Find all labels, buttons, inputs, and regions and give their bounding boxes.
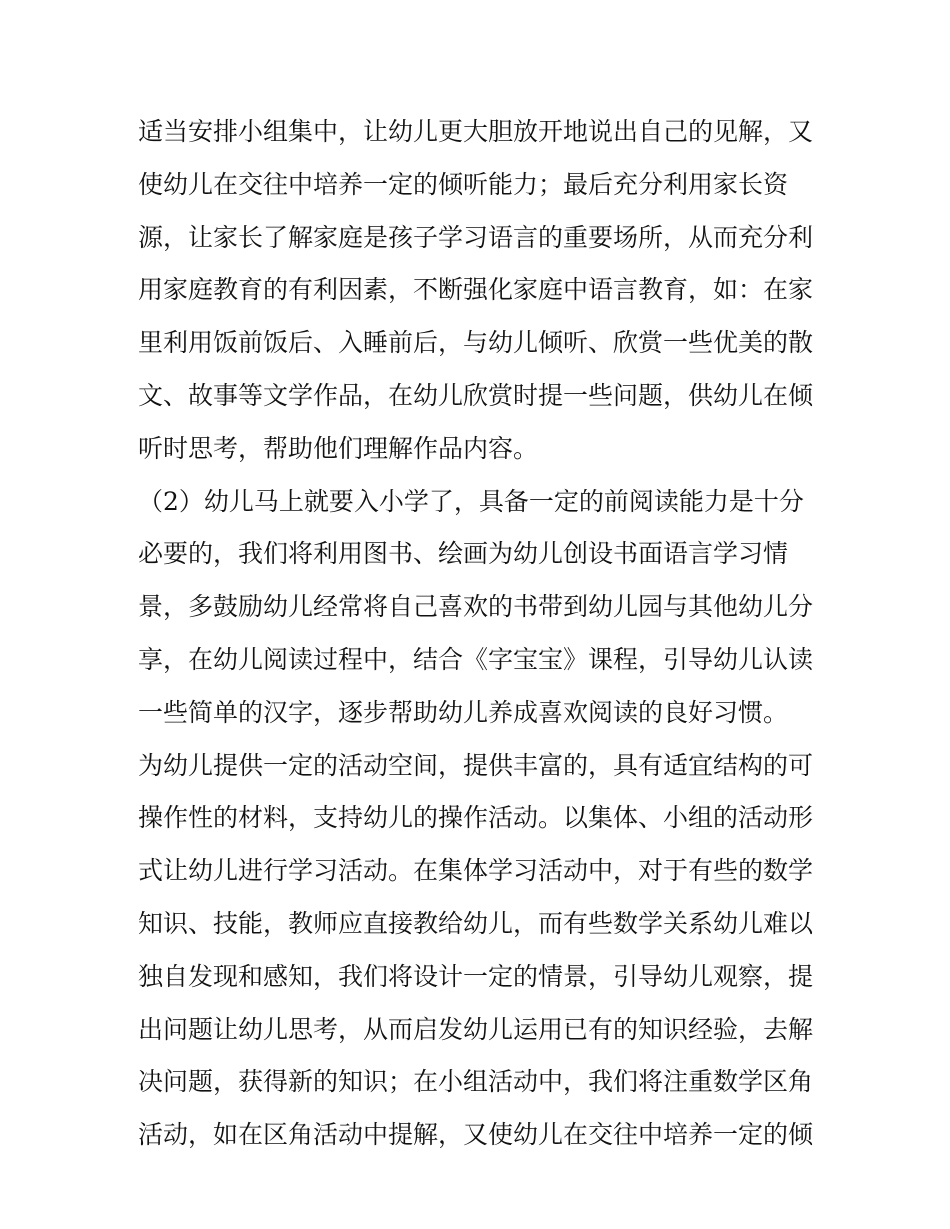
text-line: （2）幼儿马上就要入小学了，具备一定的前阅读能力是十分 bbox=[138, 486, 804, 516]
text-line: 景，多鼓励幼儿经常将自己喜欢的书带到幼儿园与其他幼儿分 bbox=[138, 592, 814, 622]
text-line: 活动，如在区角活动中提解，又使幼儿在交往中培养一定的倾 bbox=[138, 1120, 814, 1150]
text-line: 式让幼儿进行学习活动。在集体学习活动中，对于有些的数学 bbox=[138, 856, 814, 886]
text-line: 源，让家长了解家庭是孩子学习语言的重要场所，从而充分利 bbox=[138, 222, 814, 252]
text-line: 用家庭教育的有利因素，不断强化家庭中语言教育，如：在家 bbox=[138, 275, 814, 305]
text-line: 一些简单的汉字，逐步帮助幼儿养成喜欢阅读的良好习惯。 bbox=[138, 697, 789, 727]
text-line: 必要的，我们将利用图书、绘画为幼儿创设书面语言学习情 bbox=[138, 539, 789, 569]
text-line: 知识、技能，教师应直接教给幼儿，而有些数学关系幼儿难以 bbox=[138, 908, 814, 938]
text-line: 使幼儿在交往中培养一定的倾听能力；最后充分利用家长资 bbox=[138, 169, 789, 199]
body-text bbox=[138, 106, 818, 1162]
text-line: 出问题让幼儿思考，从而启发幼儿运用已有的知识经验，去解 bbox=[138, 1014, 814, 1044]
text-line: 享，在幼儿阅读过程中，结合《字宝宝》课程，引导幼儿认读 bbox=[138, 644, 814, 674]
text-line: 里利用饭前饭后、入睡前后，与幼儿倾听、欣赏一些优美的散 bbox=[138, 328, 814, 358]
text-line: 独自发现和感知，我们将设计一定的情景，引导幼儿观察，提 bbox=[138, 961, 814, 991]
text-line: 文、故事等文学作品，在幼儿欣赏时提一些问题，供幼儿在倾 bbox=[138, 380, 814, 410]
text-line: 听时思考，帮助他们理解作品内容。 bbox=[138, 433, 539, 463]
text-line: 适当安排小组集中，让幼儿更大胆放开地说出自己的见解，又 bbox=[138, 117, 814, 146]
text-line: 操作性的材料，支持幼儿的操作活动。以集体、小组的活动形 bbox=[138, 803, 814, 833]
text-line: 决问题，获得新的知识；在小组活动中，我们将注重数学区角 bbox=[138, 1067, 814, 1097]
text-line: 为幼儿提供一定的活动空间，提供丰富的，具有适宜结构的可 bbox=[138, 750, 814, 780]
